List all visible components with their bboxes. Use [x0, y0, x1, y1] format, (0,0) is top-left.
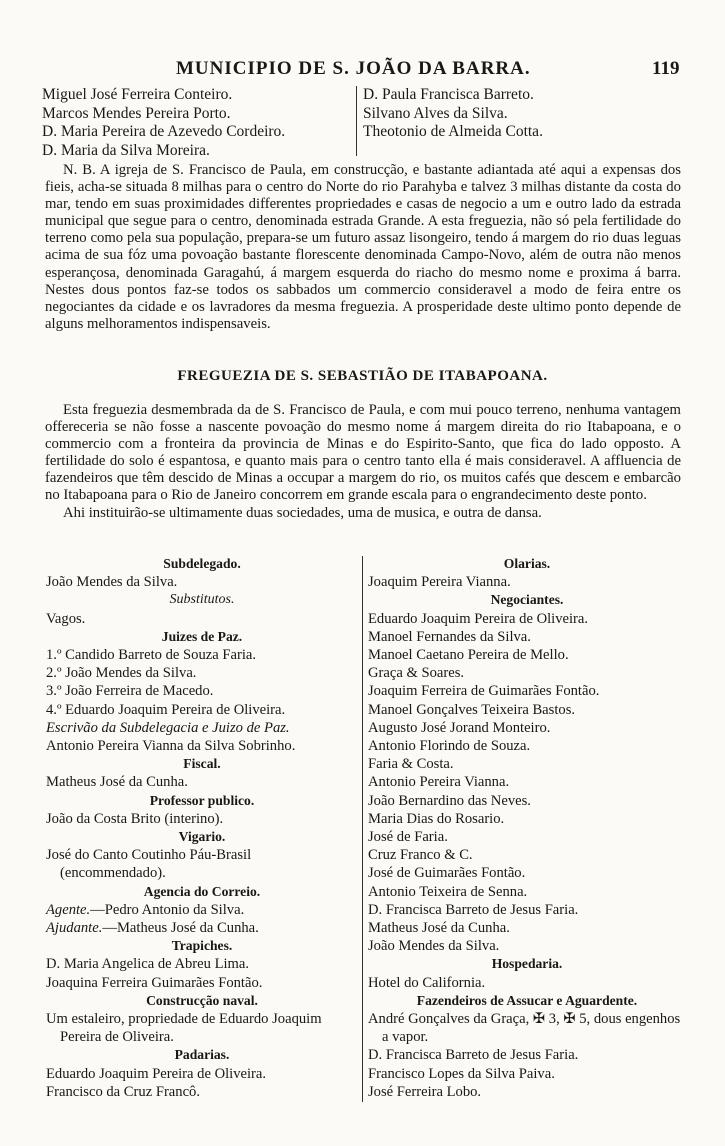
ajudante-label: Ajudante. [46, 920, 103, 937]
heading-escrivao: Escrivão da Subdelegacia e Juizo de Paz. [46, 719, 290, 736]
entry: Antonio Florindo de Souza. [368, 738, 531, 755]
entry: Manoel Gonçalves Teixeira Bastos. [368, 701, 576, 718]
heading-juizes: Juizes de Paz. [161, 628, 243, 644]
entry: 2.º João Mendes da Silva. [46, 665, 197, 682]
page-number: 119 [652, 58, 680, 79]
entry: 1.º Candido Barreto de Souza Faria. [46, 647, 256, 664]
entry: Cruz Franco & C. [368, 847, 473, 864]
entry: D. Francisca Barreto de Jesus Faria. [368, 901, 579, 918]
entry: João Bernardino das Neves. [368, 792, 531, 809]
heading-negociantes: Negociantes. [490, 592, 564, 608]
right-column [368, 555, 686, 1101]
entry: Graça & Soares. [368, 665, 465, 682]
note-text: N. B. A igreja de S. Francisco de Paula, em construcção, e bastante adiantada até aqui a expensas dos fieis, acha-se situada 8 milhas para o centro do Norte do rio Parahyba e talvez 3 milhas distante da costa do mar, tendo em suas proximidades differentes propriedades e casas de negocio a um e outro lado da estrada municipal que segue para o centro, denominada estrada Grande. A esta freguezia, não só pela fertilidade do terreno como pela sua população, prepara-se um futuro assaz lisongeiro, tendo á margem do rio duas leguas acima de sua fóz uma povoação bastante florescente denominada Campo-Novo, além de outra não menos esperançosa, denominada Garagahú, á margem esquerda do riacho do mesmo nome e proxima á barra. Nestes dous pontos faz-se todos os sabbados um commercio consideravel a modo de feira entre os negociantes da cidade e os lavradores da mesma freguezia. A prosperidade deste ultimo ponto depende de alguns melhoramentos indispensaveis. [45, 162, 681, 332]
agente-name: —Pedro Antonio da Silva. [90, 901, 245, 918]
name-line: D. Paula Francisca Barreto. [363, 86, 534, 103]
entry: Augusto José Jorand Monteiro. [368, 719, 551, 736]
column-divider [356, 86, 357, 156]
intro-text-2: Ahi instituirão-se ultimamente duas sociedades, uma de musica, e outra de dansa. [63, 504, 542, 521]
entry: José Ferreira Lobo. [368, 1083, 482, 1100]
agente-label: Agente. [46, 901, 91, 918]
entry: Joaquina Ferreira Guimarães Fontão. [46, 974, 263, 991]
heading-fazendeiros: Fazendeiros de Assucar e Aguardente. [416, 992, 638, 1008]
column-divider [362, 556, 363, 1102]
heading-olarias: Olarias. [503, 556, 551, 571]
entry: Antonio Teixeira de Senna. [368, 883, 528, 900]
heading-construcao: Construcção naval. [146, 992, 258, 1008]
entry: Francisco da Cruz Francô. [46, 1083, 200, 1100]
entry: João da Costa Brito (interino). [46, 810, 224, 827]
heading-trapiches: Trapiches. [171, 938, 233, 954]
name-line: D. Maria Pereira de Azevedo Cordeiro. [42, 123, 286, 140]
entry: Vagos. [46, 610, 86, 627]
entry: Manoel Fernandes da Silva. [368, 628, 531, 645]
ajudante-name: —Matheus José da Cunha. [102, 920, 259, 937]
entry: D. Francisca Barreto de Jesus Faria. [368, 1047, 579, 1064]
entry: Um estaleiro, propriedade de Eduardo Joaquim Pereira de Oliveira. [46, 1011, 322, 1046]
name-line: Marcos Mendes Pereira Porto. [42, 104, 231, 122]
note-paragraph [45, 162, 681, 333]
entry: Antonio Pereira Vianna da Silva Sobrinho. [46, 738, 296, 755]
intro-text: Esta freguezia desmembrada da de S. Francisco de Paula, e com mui pouco terreno, nenhuma vantagem offereceria se não fosse a nascente povoação do mesmo nome á margem direita do rio Itabapoana, e o commercio com a fronteira da provincia de Minas e do Espirito-Santo, que fica do lado opposto. A fertilidade do solo é espantosa, e quanto mais para o centro tanto ella é mais consideravel. A affluencia de fazendeiros que têm descido de Minas a occupar a margem do rio, os muitos cafés que descem e embarcão no Itabapoana para o Rio de Janeiro concorrem em grande escala para o engrandecimento deste ponto. [45, 402, 681, 504]
entry: Matheus José da Cunha. [46, 774, 188, 791]
section-title: FREGUEZIA DE S. SEBASTIÃO DE ITABAPOANA. [177, 368, 548, 384]
top-names-left [42, 86, 352, 160]
name-line: Silvano Alves da Silva. [363, 104, 508, 122]
entry: Eduardo Joaquim Pereira de Oliveira. [368, 610, 589, 627]
heading-professor: Professor publico. [149, 792, 255, 808]
entry: Hotel do California. [368, 974, 486, 991]
entry-agente [46, 901, 358, 919]
heading-correio: Agencia do Correio. [143, 883, 261, 899]
entry: D. Maria Angelica de Abreu Lima. [46, 956, 250, 973]
intro-block [45, 402, 681, 522]
entry: Joaquim Ferreira de Guimarães Fontão. [368, 683, 600, 700]
heading-subdelegado: Subdelegado. [163, 556, 241, 571]
entry: Manoel Caetano Pereira de Mello. [368, 647, 569, 664]
page-title: MUNICIPIO DE S. JOÃO DA BARRA. [176, 58, 531, 79]
top-names-right [363, 86, 643, 142]
entry: 3.º João Ferreira de Macedo. [46, 683, 214, 700]
entry-ajudante [46, 919, 358, 937]
entry: Matheus José da Cunha. [368, 920, 510, 937]
entry: José de Guimarães Fontão. [368, 865, 526, 882]
entry: Eduardo Joaquim Pereira de Oliveira. [46, 1065, 267, 1082]
left-column [46, 555, 358, 1101]
entry: André Gonçalves da Graça, ✠ 3, ✠ 5, dous engenhos a vapor. [368, 1011, 681, 1046]
entry: Maria Dias do Rosario. [368, 810, 505, 827]
name-line: Theotonio de Almeida Cotta. [363, 123, 543, 140]
entry: João Mendes da Silva. [46, 574, 178, 591]
page-header [0, 58, 725, 82]
entry: João Mendes da Silva. [368, 938, 500, 955]
entry: 4.º Eduardo Joaquim Pereira de Oliveira. [46, 701, 286, 718]
heading-substitutos: Substitutos. [169, 592, 235, 608]
entry: Joaquim Pereira Vianna. [368, 574, 511, 591]
heading-padarias: Padarias. [174, 1047, 230, 1063]
heading-fiscal: Fiscal. [183, 756, 221, 772]
entry: José de Faria. [368, 829, 448, 846]
entry: Francisco Lopes da Silva Paiva. [368, 1065, 555, 1082]
heading-hospedaria: Hospedaria. [491, 956, 563, 972]
heading-vigario: Vigario. [178, 829, 226, 845]
entry: Faria & Costa. [368, 756, 454, 773]
name-line: D. Maria da Silva Moreira. [42, 141, 210, 159]
name-line: Miguel José Ferreira Conteiro. [42, 86, 233, 103]
entry: Antonio Pereira Vianna. [368, 774, 510, 791]
entry: José do Canto Coutinho Páu-Brasil (encommendado). [46, 847, 252, 882]
